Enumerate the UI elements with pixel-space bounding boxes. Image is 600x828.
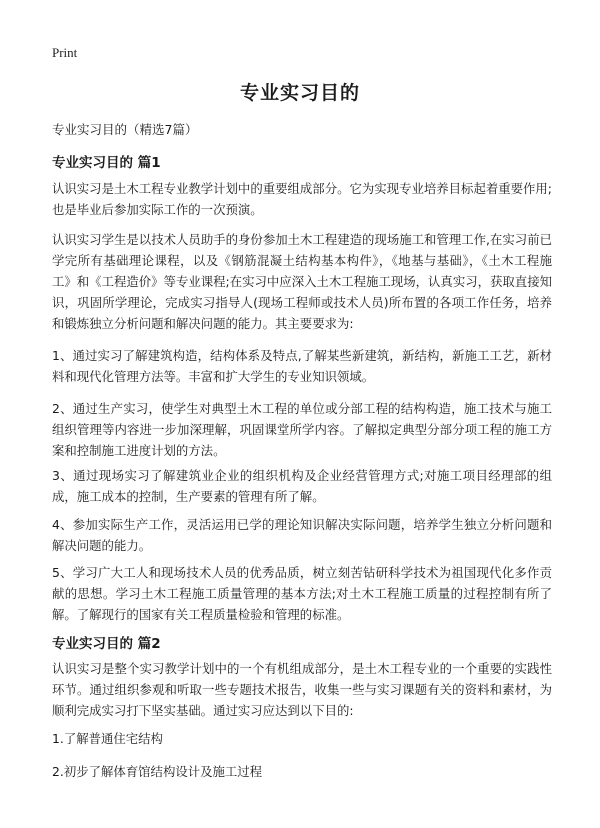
list-item: 2.初步了解体育馆结构设计及施工过程 (52, 764, 263, 779)
print-link[interactable]: Print (52, 45, 78, 60)
page-subtitle: 专业实习目的（精选7篇） (52, 122, 198, 137)
paragraph: 5、学习广大工人和现场技术人员的优秀品质，树立刻苦钻研科学技术为祖国现代化多作贡献的思想。学习土木工程施工质量管理的基本方法;对土木工程施工质量的过程控制有所了解。了解现行的国家有关工程质量检验和管理的标准。 (52, 565, 552, 622)
page-title: 专业实习目的 (239, 82, 360, 104)
list-item: 1.了解普通住宅结构 (52, 731, 163, 746)
paragraph: 1、通过实习了解建筑构造，结构体系及特点,了解某些新建筑，新结构，新施工工艺，新材料和现代化管理方法等。丰富和扩大学生的专业知识领域。 (52, 348, 552, 384)
paragraph: 认识实习学生是以技术人员助手的身份参加土木工程建造的现场施工和管理工作,在实习前已学完所有基础理论课程，以及《钢筋混凝土结构基本构件》，《地基与基础》，《土木工程施工》和《工程造价》等专业课程;在实习中应深入土木工程施工现场，认真实习，获取直接知识，巩固所学理论，完成实习指导人(现场工程师或技术人员)所布置的各项工作任务，培养和锻炼独立分析问题和解决问题的能力。其主要要求为: (52, 232, 552, 331)
paragraph: 4、参加实际生产工作，灵活运用已学的理论知识解决实际问题，培养学生独立分析问题和解决问题的能力。 (52, 517, 552, 553)
section-heading: 专业实习目的 篇1 (52, 155, 161, 171)
paragraph: 3、通过现场实习了解建筑业企业的组织机构及企业经营管理方式;对施工项目经理部的组成，施工成本的控制，生产要素的管理有所了解。 (52, 468, 552, 504)
paragraph: 认识实习是土木工程专业教学计划中的重要组成部分。它为实现专业培养目标起着重要作用;也是毕业后参加实际工作的一次预演。 (52, 181, 552, 217)
paragraph: 认识实习是整个实习教学计划中的一个有机组成部分，是土木工程专业的一个重要的实践性环节。通过组织参观和听取一些专题技术报告，收集一些与实习课题有关的资料和素材，为顺利完成实习打下坚实基础。通过实习应达到以下目的: (52, 661, 552, 718)
section-heading: 专业实习目的 篇2 (52, 636, 161, 652)
paragraph: 2、通过生产实习，使学生对典型土木工程的单位或分部工程的结构构造，施工技术与施工组织管理等内容进一步加深理解，巩固课堂所学内容。了解拟定典型分部分项工程的施工方案和控制施工进度计划的方法。 (52, 401, 552, 458)
